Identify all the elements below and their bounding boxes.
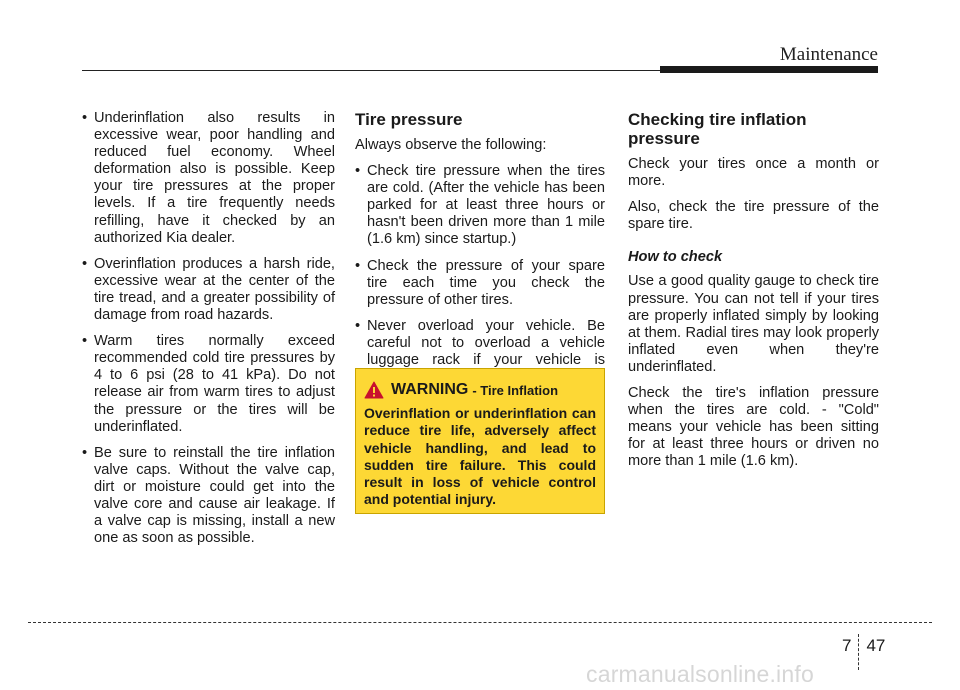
page-number-value: 47 xyxy=(866,636,886,655)
intro-text: Always observe the following: xyxy=(355,137,547,153)
warning-header xyxy=(364,381,596,399)
section-title: Maintenance xyxy=(779,44,878,65)
paragraph: Check the tire's inflation pressure when the tires are cold. - "Cold" means your vehicle has been sitting for at least three hours or driven no more than 1 mile (1.6 km). xyxy=(628,385,879,470)
list-item: • Never overload your vehicle. Be careful not to overload a vehicle luggage rack if your vehicle is xyxy=(355,318,605,386)
warning-triangle-icon xyxy=(364,381,384,399)
column-1 xyxy=(82,110,335,556)
checking-heading: Checking tire inflation pressure xyxy=(628,110,807,148)
warning-box xyxy=(355,368,605,514)
list-item: • Check tire pressure when the tires are cold. (After the vehicle has been parked for at least three hours or hasn't been driven more than 1 mile (1.6 km) since startup.) xyxy=(355,163,605,248)
header-rule-accent xyxy=(660,66,878,73)
warning-text: Overinflation or underinflation can reduce tire life, adversely affect vehicle handling, and lead to sudden tire failure. This could result in loss of vehicle control and potential injury. xyxy=(364,405,596,508)
page-number-divider xyxy=(858,634,859,670)
warning-title: WARNING xyxy=(391,381,469,398)
watermark: carmanualsonline.info xyxy=(586,661,814,687)
paragraph: Check your tires once a month or more. xyxy=(628,156,879,190)
column-2 xyxy=(355,110,605,395)
footer-rule xyxy=(28,622,932,623)
list-item: • Be sure to reinstall the tire inflation valve caps. Without the valve cap, dirt or moisture could get into the valve core and cause air leakage. If a valve cap is missing, install a new one as soon as possible. xyxy=(82,445,335,548)
page-number xyxy=(842,628,885,664)
tire-pressure-heading: Tire pressure xyxy=(355,110,463,129)
how-to-check-heading: How to check xyxy=(628,249,723,266)
chapter-number: 7 xyxy=(842,636,852,655)
bullet-list xyxy=(82,110,335,547)
list-item: • Warm tires normally exceed recommended cold tire pressures by 4 to 6 psi (28 to 41 kPa). Do not release air from warm tires to adjust the pressure or the tires will be underinflated. xyxy=(82,333,335,436)
bullet-list xyxy=(355,163,605,386)
list-item: • Overinflation produces a harsh ride, excessive wear at the center of the tire tread, and a greater possibility of damage from road hazards. xyxy=(82,256,335,324)
header-rule xyxy=(82,70,662,71)
warning-subtitle: - Tire Inflation xyxy=(472,382,559,398)
column-3 xyxy=(628,110,879,480)
list-item: • Check the pressure of your spare tire each time you check the pressure of other tires. xyxy=(355,258,605,309)
paragraph: Also, check the tire pressure of the spare tire. xyxy=(628,199,879,233)
paragraph: Use a good quality gauge to check tire pressure. You can not tell if your tires are properly inflated simply by looking at them. Radial tires may look properly inflated even when they're underinflated. xyxy=(628,273,879,375)
list-item: • Underinflation also results in excessive wear, poor handling and reduced fuel economy. Wheel deformation also is possible. Keep your tire pressures at the proper levels. If a tire frequently needs refilling, have it checked by an authorized Kia dealer. xyxy=(82,110,335,247)
